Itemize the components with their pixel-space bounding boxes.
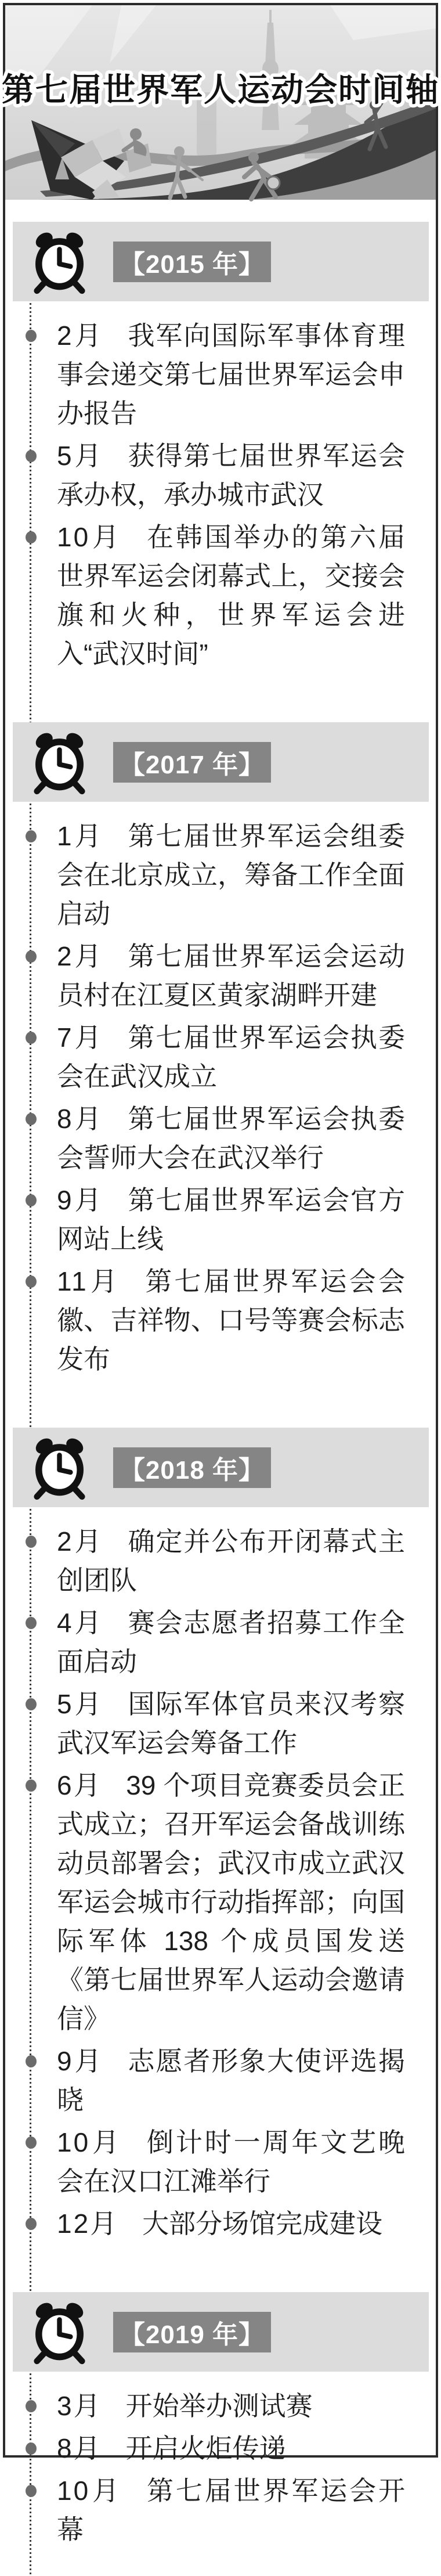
item-month: 9月 (57, 2046, 104, 2076)
item-text: 获得第七届世界军运会承办权，承办城市武汉 (57, 441, 405, 510)
item-month: 2月 (57, 1526, 104, 1557)
timeline-item (57, 2429, 405, 2468)
timeline-dot-icon (26, 1276, 37, 1288)
page-frame (2, 3, 439, 2545)
item-month: 3月 (57, 2391, 102, 2421)
item-text: 第七届世界军运会官方网站上线 (57, 1185, 405, 1254)
alarm-clock-icon (29, 2301, 90, 2362)
item-text: 国际军体官员来汉考察武汉军运会筹备工作 (57, 1689, 405, 1758)
item-text: 第七届世界军运会执委会誓师大会在武汉举行 (57, 1104, 405, 1173)
banner (2, 5, 439, 200)
item-text: 开启火炬传递 (125, 2433, 286, 2463)
timeline-item (57, 817, 405, 934)
item-text: 第七届世界军运会组委会在北京成立，筹备工作全面启动 (57, 821, 405, 929)
timeline-item (57, 1018, 405, 1096)
item-month: 9月 (57, 1185, 104, 1215)
alarm-clock-icon (29, 732, 90, 792)
timeline-item (57, 1100, 405, 1177)
timeline-item (57, 2042, 405, 2120)
item-month: 11月 (57, 1266, 122, 1296)
alarm-clock-icon (29, 231, 90, 292)
timeline-dot-icon (26, 1113, 37, 1125)
timeline-section (5, 222, 436, 700)
year-band (13, 222, 429, 301)
item-text: 我军向国际军事体育理事会递交第七届世界军运会申办报告 (57, 320, 405, 428)
timeline-dot-icon (26, 531, 37, 543)
year-label-box (113, 2312, 271, 2352)
timeline-dot-icon (26, 2055, 37, 2067)
year-band (13, 1428, 429, 1507)
timeline-items (5, 301, 436, 700)
timeline-items (5, 1507, 436, 2270)
item-month: 6月 (57, 1770, 103, 1800)
timeline-item (57, 937, 405, 1015)
timeline-dot-icon (26, 2485, 37, 2497)
item-month: 10月 (57, 522, 123, 552)
timeline-item (57, 1522, 405, 1600)
item-month: 4月 (57, 1608, 104, 1638)
timeline-items (5, 802, 436, 1406)
timeline-dot-icon (26, 830, 37, 842)
timeline-dot-icon (26, 1779, 37, 1792)
item-text: 确定并公布开闭幕式主创团队 (57, 1526, 405, 1595)
item-month: 10月 (57, 2476, 123, 2506)
timeline-dot-icon (26, 950, 37, 963)
item-month: 8月 (57, 2433, 102, 2463)
timeline-item (57, 2471, 405, 2549)
timeline-item (57, 1262, 405, 1379)
year-label: 【2019 年】 (119, 2320, 265, 2349)
timeline-item (57, 2387, 405, 2426)
item-month: 5月 (57, 441, 104, 471)
timeline-item (57, 1685, 405, 1763)
timeline-dot-icon (26, 1617, 37, 1629)
item-text: 开始举办测试赛 (125, 2391, 313, 2421)
timeline-item (57, 1766, 405, 2038)
item-text: 赛会志愿者招募工作全面启动 (57, 1608, 405, 1677)
banner-art (2, 5, 439, 200)
timeline-dot-icon (26, 1194, 37, 1206)
timeline-dot-icon (26, 2137, 37, 2149)
item-month: 10月 (57, 2127, 123, 2157)
timeline-items (5, 2372, 436, 2576)
alarm-clock-icon (29, 1437, 90, 1498)
item-text: 第七届世界军运会运动员村在江夏区黄家湖畔开建 (57, 941, 405, 1010)
timeline-dot-icon (26, 1032, 37, 1044)
item-month: 7月 (57, 1022, 104, 1053)
item-month: 2月 (57, 941, 104, 971)
timeline-section (5, 722, 436, 1406)
timeline-item (57, 2123, 405, 2201)
timeline-dot-icon (26, 2442, 37, 2455)
timeline-section (5, 1428, 436, 2270)
timeline-dot-icon (26, 1536, 37, 1548)
timeline-item (57, 2204, 405, 2243)
timeline-item (57, 1604, 405, 1681)
year-band (13, 2292, 429, 2372)
item-month: 2月 (57, 320, 104, 351)
timeline-item (57, 1181, 405, 1259)
year-label-box (113, 742, 271, 783)
timeline-dot-icon (26, 330, 37, 342)
item-text: 第七届世界军运会执委会在武汉成立 (57, 1022, 405, 1091)
timeline-sections (5, 222, 436, 2576)
year-label: 【2015 年】 (119, 250, 265, 279)
item-text: 第七届世界军运会开幕 (57, 2476, 405, 2545)
year-label-box (113, 1447, 271, 1488)
timeline-dot-icon (26, 450, 37, 462)
year-label: 【2017 年】 (119, 750, 265, 779)
year-label: 【2018 年】 (119, 1455, 265, 1485)
item-text: 第七届世界军运会会徽、吉祥物、口号等赛会标志发布 (57, 1266, 405, 1374)
item-month: 5月 (57, 1689, 104, 1719)
year-label-box (113, 242, 271, 282)
item-month: 1月 (57, 821, 104, 851)
timeline-dot-icon (26, 2400, 37, 2412)
item-text: 志愿者形象大使评选揭晓 (57, 2046, 405, 2115)
item-month: 8月 (57, 1104, 104, 1134)
year-band (13, 722, 429, 802)
item-text: 倒计时一周年文艺晚会在汉口江滩举行 (57, 2127, 405, 2196)
item-text: 在韩国举办的第六届世界军运会闭幕式上，交接会旗和火种，世界军运会进入“武汉时间” (57, 522, 405, 669)
item-text: 大部分场馆完成建设 (142, 2208, 383, 2239)
timeline-item (57, 518, 405, 673)
page-title: 第七届世界军人运动会时间轴 (2, 71, 439, 108)
timeline-item (57, 437, 405, 514)
item-text: 39 个项目竞赛委员会正式成立；召开军运会备战训练动员部署会；武汉市成立武汉军运会城市行动指挥部；向国际军体 138 个成员国发送《第七届世界军人运动会邀请信》 (57, 1770, 405, 2034)
timeline-section (5, 2292, 436, 2576)
item-month: 12月 (57, 2208, 119, 2239)
timeline-dot-icon (26, 2218, 37, 2230)
timeline-item (57, 316, 405, 433)
timeline-dot-icon (26, 1698, 37, 1710)
